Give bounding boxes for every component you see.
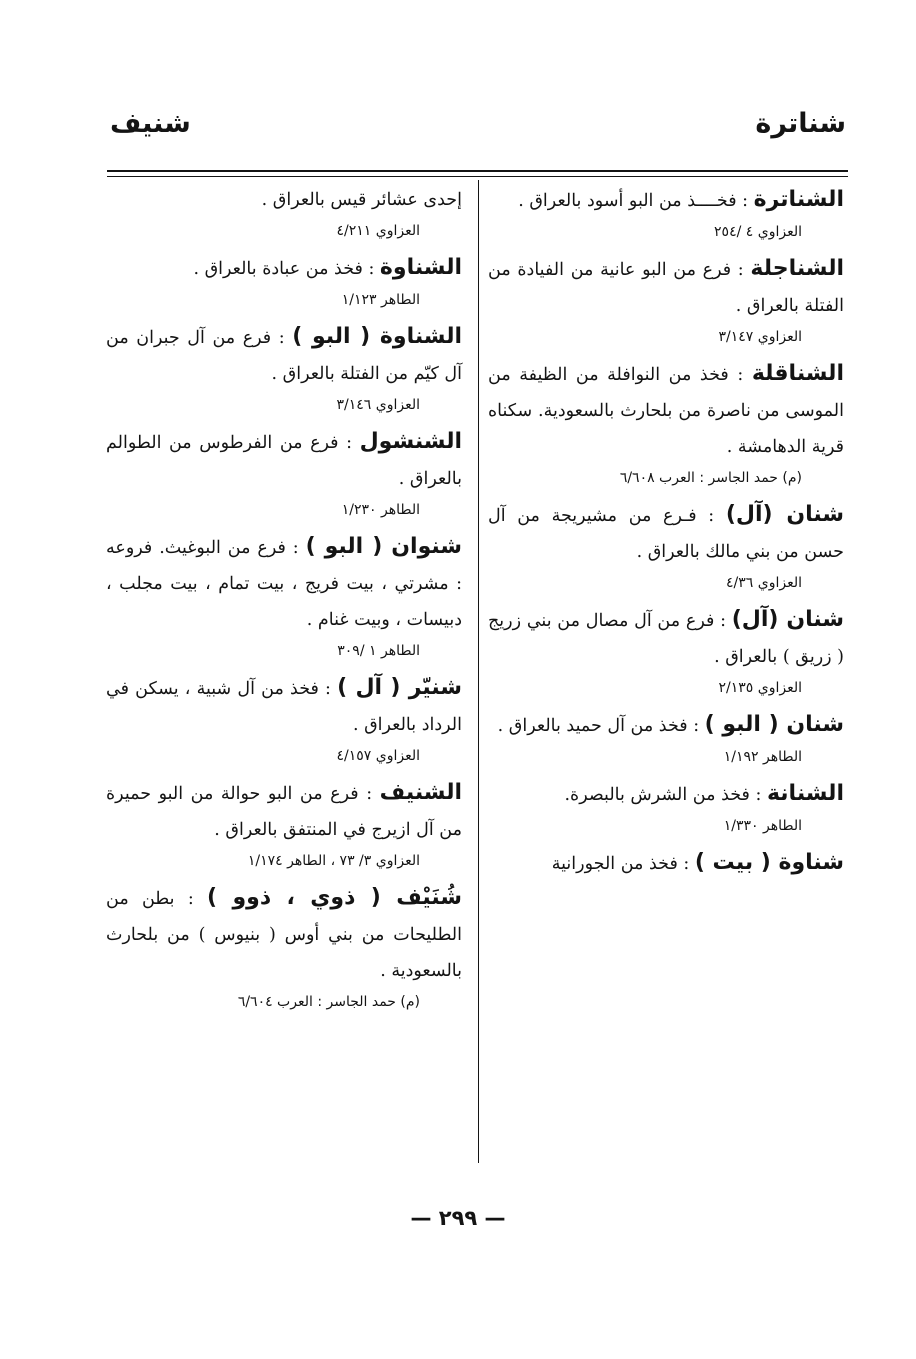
- entry-headword: شنوان ( البو ): [305, 534, 462, 559]
- entry-definition: [488, 497, 844, 570]
- entry-source-citation: الطاهر ١/٣٣٠: [723, 818, 802, 834]
- entry-text: : فخذ من الجورانية: [551, 854, 695, 874]
- dictionary-entry: [106, 424, 462, 523]
- entry-definition: [106, 880, 462, 989]
- right-column: [488, 182, 844, 888]
- entry-headword: الشناوة: [379, 255, 462, 280]
- entry-headword: شُنَيْف ( ذوي ، ذوو ): [207, 885, 463, 910]
- dictionary-entry: [488, 182, 844, 245]
- entry-definition: [106, 529, 462, 638]
- entry-headword: الشنشول: [359, 429, 462, 454]
- dictionary-entry: [488, 845, 844, 882]
- header-rule-thin: [107, 176, 848, 177]
- entry-definition: [488, 251, 844, 324]
- dictionary-entry: [106, 182, 462, 244]
- running-header-last-word: شنيف: [110, 108, 191, 139]
- entry-headword: الشناترة: [753, 187, 844, 212]
- entry-definition: [488, 845, 844, 882]
- entry-definition: [488, 356, 844, 465]
- entry-source-citation: الطاهر ١/٢٣٠: [341, 502, 420, 518]
- entry-headword: الشنانة: [766, 781, 844, 806]
- entry-text: : فرع من البو حوالة من البو حميرة من آل ازيرج في المنتفق بالعراق .: [106, 784, 462, 840]
- entry-source-citation: (م) حمد الجاسر : العرب ٦/٦٠٤: [237, 994, 420, 1010]
- running-header-first-word: شناترة: [755, 108, 846, 139]
- entry-source-citation: الطاهر ١/١٢٣: [341, 292, 420, 308]
- dictionary-entry: [488, 251, 844, 350]
- dictionary-entry: [106, 319, 462, 418]
- entry-source-citation: العزاوي ٣/١٤٧: [718, 329, 802, 345]
- entry-headword: شناوة ( بيت ): [694, 850, 844, 875]
- entry-text: : بطن من الطليحات من بني أوس ( بنيوس ) من بلحارث بالسعودية .: [106, 889, 462, 981]
- entry-source-citation: الطاهر ١ /٣٠٩: [337, 643, 420, 659]
- dictionary-entry: [488, 602, 844, 701]
- dictionary-entry: [488, 356, 844, 491]
- entry-definition: [106, 670, 462, 743]
- entry-definition: [488, 776, 844, 813]
- entry-text: : فخذ من آل شبية ، يسكن في الرداد بالعراق .: [106, 679, 462, 735]
- entry-headword: شنان ( البو ): [704, 712, 844, 737]
- entry-text: : فرع من البو عانية من الفيادة من الفتلة بالعراق .: [488, 260, 844, 316]
- left-column: [106, 182, 462, 1021]
- entry-headword: الشنيف: [379, 780, 462, 805]
- entry-headword: شنان (آل): [725, 502, 844, 527]
- entry-source-citation: العزاوي ٣/ ٧٣ ، الطاهر ١/١٧٤: [247, 853, 420, 869]
- entry-text: : فرع من البوغيث. فروعه : مشرتي ، بيت فريج ، بيت تمام ، بيت مجلب ، دبيسات ، وبيت غنام .: [106, 538, 462, 630]
- entry-text: : فرع من الفرطوس من الطوالم بالعراق .: [106, 433, 462, 489]
- entry-definition: [106, 424, 462, 497]
- header-rule-thick: [107, 170, 848, 172]
- entry-source-citation: العزاوي ٢/١٣٥: [718, 680, 802, 696]
- entry-definition: [488, 707, 844, 744]
- entry-headword: الشناقلة: [751, 361, 844, 386]
- entry-definition: [106, 250, 462, 287]
- dictionary-entry: [106, 880, 462, 1015]
- entry-source-citation: (م) حمد الجاسر : العرب ٦/٦٠٨: [619, 470, 802, 486]
- entry-text: : فـرع من مشيريجة من آل حسن من بني مالك بالعراق .: [488, 506, 844, 562]
- entry-definition: [488, 182, 844, 219]
- entry-headword: شنيّر ( آل ): [337, 675, 462, 700]
- entry-source-citation: العزاوي ٤/١٥٧: [336, 748, 420, 764]
- dictionary-entry: [106, 775, 462, 874]
- entry-text: : فرع من آل مصال من بني زريج ( زريق ) بالعراق .: [488, 611, 844, 667]
- entry-text: : فخذ من عبادة بالعراق .: [193, 259, 380, 279]
- entry-headword: الشناوة ( البو ): [292, 324, 462, 349]
- entry-source-citation: العزاوي ٣/١٤٦: [336, 397, 420, 413]
- entry-definition: [106, 319, 462, 392]
- page-number: — ٢٩٩ —: [410, 1206, 506, 1230]
- entry-source-citation: الطاهر ١/١٩٢: [723, 749, 802, 765]
- dictionary-entry: [106, 670, 462, 769]
- entry-text: : فخــــذ من البو أسود بالعراق .: [518, 191, 754, 211]
- dictionary-entry: [488, 707, 844, 770]
- dictionary-entry: [488, 497, 844, 596]
- dictionary-entry: [106, 250, 462, 313]
- dictionary-entry: [106, 529, 462, 664]
- entry-source-citation: العزاوي ٤/٣٦: [726, 575, 802, 591]
- entry-text: : فرع من آل جبران من آل كيّم من الفتلة بالعراق .: [106, 328, 462, 384]
- column-divider: [478, 180, 479, 1163]
- entry-text: : فخذ من الشرش بالبصرة.: [564, 785, 767, 805]
- entry-headword: الشناجلة: [750, 256, 844, 281]
- entry-source-citation: العزاوي ٤ /٢٥٤: [714, 224, 802, 240]
- entry-text: : فخذ من آل حميد بالعراق .: [497, 716, 705, 736]
- entry-definition: [106, 182, 462, 218]
- dictionary-entry: [488, 776, 844, 839]
- entry-text: إحدى عشائر قيس بالعراق .: [261, 190, 462, 210]
- entry-headword: شنان (آل): [731, 607, 844, 632]
- entry-text: : فخذ من النوافلة من الظيفة من الموسى من ناصرة من بلحارث بالسعودية. سكناه قرية الدهامشة .: [488, 365, 844, 457]
- entry-definition: [106, 775, 462, 848]
- entry-definition: [488, 602, 844, 675]
- entry-source-citation: العزاوي ٤/٢١١: [336, 223, 420, 239]
